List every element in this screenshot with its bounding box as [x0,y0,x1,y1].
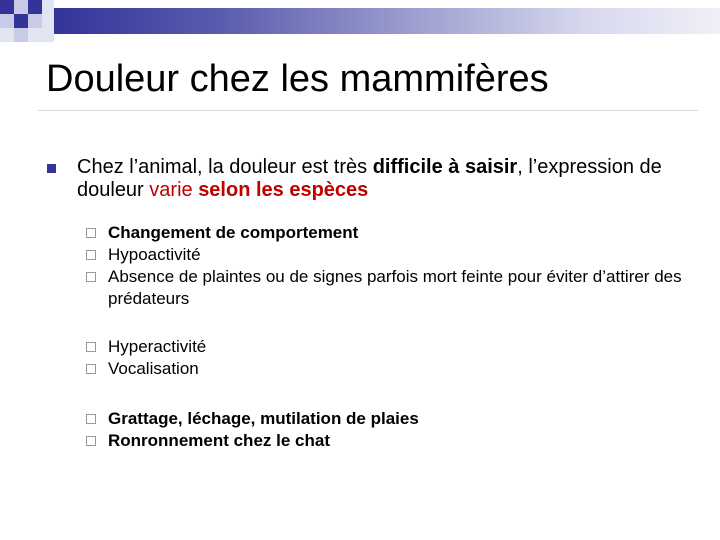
decorative-header-band [0,0,720,48]
bullet-text-highlight: varie [149,179,199,201]
list-item [86,266,696,310]
list-item-text: Changement de comportement [108,223,359,242]
list-item [86,408,696,430]
main-bullet-text [77,156,697,202]
sub-bullet-group-1 [86,222,696,310]
sub-bullet-group-2 [86,336,696,380]
slide-title: Douleur chez les mammifères [46,58,549,100]
checkbox-bullet-icon [86,436,96,446]
list-item-text: Hyperactivité [108,337,207,356]
list-item-text: Absence de plaintes ou de signes parfois mort feinte pour éviter d’attirer des prédateurs [108,267,682,308]
checkbox-bullet-icon [86,272,96,282]
sub-bullet-group-3 [86,408,696,452]
checkbox-bullet-icon [86,364,96,374]
list-item [86,244,696,266]
checkbox-bullet-icon [86,342,96,352]
list-item-text: Grattage, léchage, mutilation de plaies [108,409,419,428]
bullet-text-part: Chez l’animal, la douleur est très [77,156,373,178]
bullet-text-highlight-bold: selon les espèces [198,179,369,201]
title-divider [38,110,698,111]
bullet-text-emphasis: difficile à saisir [372,156,518,178]
list-item [86,358,696,380]
checkbox-bullet-icon [86,414,96,424]
list-item [86,222,696,244]
square-bullet-icon [47,164,56,173]
list-item-text: Vocalisation [108,359,199,378]
list-item [86,336,696,358]
list-item [86,430,696,452]
list-item-text: Ronronnement chez le chat [108,431,330,450]
bullet-text-part: , l’expression de douleur [77,156,662,201]
checkbox-bullet-icon [86,228,96,238]
checkbox-bullet-icon [86,250,96,260]
list-item-text: Hypoactivité [108,245,201,264]
